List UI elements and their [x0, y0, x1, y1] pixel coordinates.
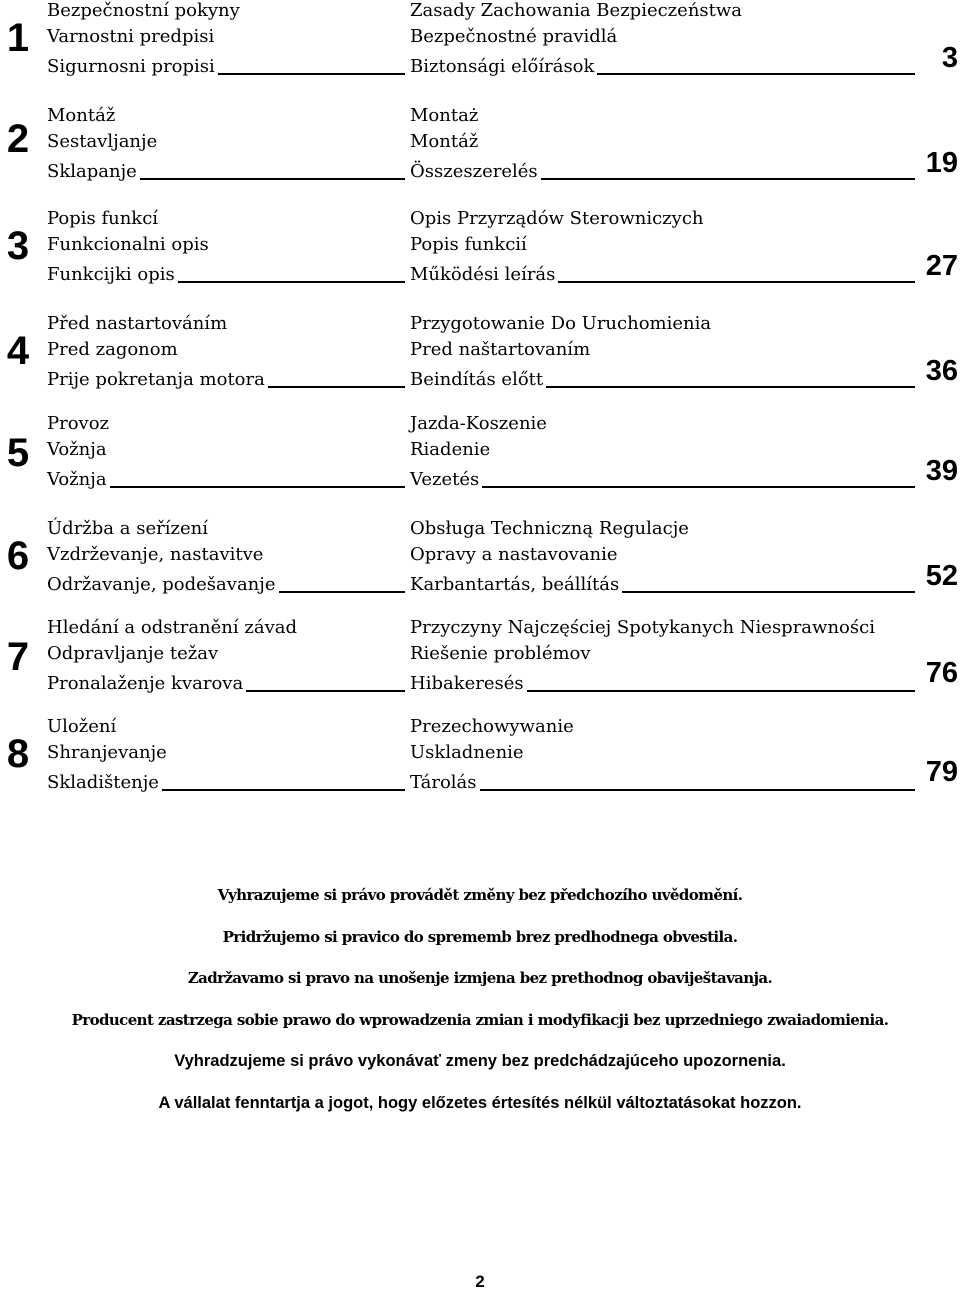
section-title: Uložení: [47, 716, 117, 737]
page-number: 27: [925, 250, 958, 282]
leader-rule: [246, 690, 405, 692]
leader-rule: [140, 178, 405, 180]
section-title: Beindítás előtt: [410, 369, 544, 390]
section-title: Bezpečnostné pravidlá: [410, 26, 618, 47]
section-title: Bezpečnostní pokyny: [47, 0, 240, 21]
right-column: [410, 105, 915, 183]
right-column: [410, 0, 915, 78]
section-title: Összeszerelés: [410, 161, 538, 182]
leader-rule: [279, 591, 406, 593]
section-title: Funkcijki opis: [47, 264, 175, 285]
toc-section-8[interactable]: [0, 716, 960, 796]
section-title: Funkcionalni opis: [47, 234, 209, 255]
section-title: Održavanje, podešavanje: [47, 574, 276, 595]
page-number: 52: [925, 560, 958, 592]
section-title: Karbantartás, beállítás: [410, 574, 620, 595]
section-title: Hibakeresés: [410, 673, 524, 694]
section-title-line: [410, 365, 915, 391]
left-column: [47, 518, 405, 596]
section-title-line: [410, 570, 915, 596]
left-column: [47, 208, 405, 286]
leader-rule: [558, 281, 915, 283]
toc-section-3[interactable]: [0, 208, 960, 288]
section-title: Pred zagonom: [47, 339, 178, 360]
section-title: Przygotowanie Do Uruchomienia: [410, 313, 712, 334]
section-title: Vožnja: [47, 439, 107, 460]
left-column: [47, 617, 405, 695]
section-title: Vožnja: [47, 469, 107, 490]
section-title-line: [47, 52, 405, 78]
section-title-line: [410, 157, 915, 183]
section-title: Tárolás: [410, 772, 477, 793]
page-number: 39: [925, 455, 958, 487]
left-column: [47, 0, 405, 78]
section-title: Shranjevanje: [47, 742, 167, 763]
section-title: Prezechowywanie: [410, 716, 574, 737]
section-number: 4: [6, 329, 30, 373]
section-title: Popis funkcí: [47, 208, 159, 229]
section-title-line: [410, 669, 915, 695]
section-title-line: [410, 52, 915, 78]
toc-section-4[interactable]: [0, 313, 960, 393]
section-number: 3: [6, 224, 30, 268]
section-title: Jazda-Koszenie: [410, 413, 547, 434]
notice-pl: Producent zastrzega sobie prawo do wprowadzenia zmian i modyfikacji bez uprzedniego zwaiadomienia.: [71, 1010, 889, 1029]
toc-section-2[interactable]: [0, 105, 960, 185]
leader-rule: [541, 178, 915, 180]
leader-rule: [622, 591, 915, 593]
page-number: 79: [925, 756, 958, 788]
left-column: [47, 105, 405, 183]
section-number: 6: [6, 534, 30, 578]
section-title: Montáž: [47, 105, 116, 126]
right-column: [410, 518, 915, 596]
section-title: Údržba a seřízení: [47, 518, 208, 539]
section-title-line: [410, 465, 915, 491]
section-title: Hledání a odstranění závad: [47, 617, 298, 638]
section-title: Skladištenje: [47, 772, 159, 793]
section-number: 8: [6, 732, 30, 776]
left-column: [47, 413, 405, 491]
section-title: Odpravljanje težav: [47, 643, 219, 664]
toc-section-7[interactable]: [0, 617, 960, 697]
change-notices: [0, 884, 960, 1133]
section-title: Vzdrževanje, nastavitve: [47, 544, 264, 565]
right-column: [410, 716, 915, 794]
notice-sk: Vyhradzujeme si právo vykonávať zmeny bez predchádzajúceho upozornenia.: [174, 1052, 786, 1070]
leader-rule: [480, 789, 915, 791]
section-title: Prije pokretanja motora: [47, 369, 265, 390]
footer-page-number: 2: [475, 1272, 485, 1291]
right-column: [410, 413, 915, 491]
leader-rule: [546, 386, 915, 388]
right-column: [410, 313, 915, 391]
section-title: Obsługa Techniczną Regulacje: [410, 518, 689, 539]
section-title: Provoz: [47, 413, 110, 434]
section-title: Vezetés: [410, 469, 480, 490]
leader-rule: [110, 486, 405, 488]
notice-sl: Pridržujemo si pravico do sprememb brez predhodnega obvestila.: [222, 927, 738, 946]
section-title: Varnostni predpisi: [47, 26, 215, 47]
section-title: Sigurnosni propisi: [47, 56, 215, 77]
section-title: Před nastartováním: [47, 313, 228, 334]
leader-rule: [597, 73, 915, 75]
section-title: Opravy a nastavovanie: [410, 544, 618, 565]
section-title-line: [47, 570, 405, 596]
page-number: 3: [941, 42, 958, 74]
leader-rule: [218, 73, 405, 75]
section-title: Biztonsági előírások: [410, 56, 595, 77]
section-title: Zasady Zachowania Bezpieczeństwa: [410, 0, 743, 21]
section-title: Működési leírás: [410, 264, 556, 285]
section-number: 2: [6, 117, 30, 161]
page-number: 36: [925, 355, 958, 387]
section-number: 1: [6, 16, 30, 60]
left-column: [47, 313, 405, 391]
section-title: Riešenie problémov: [410, 643, 591, 664]
section-title-line: [47, 260, 405, 286]
section-title: Riadenie: [410, 439, 491, 460]
section-title: Sestavljanje: [47, 131, 158, 152]
leader-rule: [268, 386, 405, 388]
section-title-line: [47, 157, 405, 183]
toc-section-1[interactable]: [0, 0, 960, 80]
section-title: Pronalaženje kvarova: [47, 673, 244, 694]
notice-hr: Zadržavamo si pravo na unošenje izmjena bez prethodnog obaviještavanja.: [187, 969, 773, 987]
section-title: Popis funkcií: [410, 234, 527, 255]
section-title: Przyczyny Najczęściej Spotykanych Niesprawności: [410, 617, 875, 638]
section-title: Montaż: [410, 105, 479, 126]
leader-rule: [162, 789, 405, 791]
section-number: 7: [6, 635, 30, 679]
page-number: 19: [925, 147, 958, 179]
leader-rule: [178, 281, 405, 283]
section-title-line: [47, 768, 405, 794]
section-title-line: [47, 465, 405, 491]
section-title-line: [410, 768, 915, 794]
section-title: Uskladnenie: [410, 742, 524, 763]
section-title-line: [47, 365, 405, 391]
toc-section-5[interactable]: [0, 413, 960, 493]
section-title-line: [410, 260, 915, 286]
section-number: 5: [6, 431, 30, 475]
page-number: 76: [925, 657, 958, 689]
notice-cs: Vyhrazujeme si právo provádět změny bez předchozího uvědomění.: [217, 886, 743, 904]
section-title-line: [47, 669, 405, 695]
section-title: Montáž: [410, 131, 479, 152]
section-title: Pred naštartovaním: [410, 339, 591, 360]
notice-hu: A vállalat fenntartja a jogot, hogy előzetes értesítés nélkül változtatásokat hozzon.: [158, 1093, 802, 1112]
right-column: [410, 617, 915, 695]
leader-rule: [482, 486, 915, 488]
left-column: [47, 716, 405, 794]
section-title: Sklapanje: [47, 161, 137, 182]
right-column: [410, 208, 915, 286]
leader-rule: [527, 690, 915, 692]
toc-section-6[interactable]: [0, 518, 960, 598]
section-title: Opis Przyrządów Sterowniczych: [410, 208, 704, 229]
